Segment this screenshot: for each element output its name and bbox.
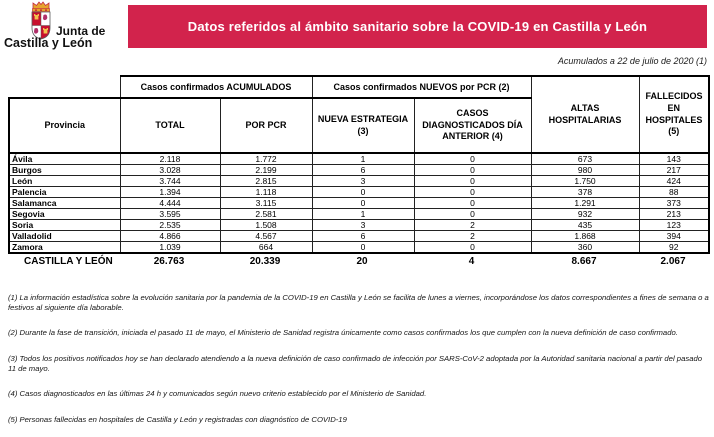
table-row	[9, 231, 709, 242]
province-cell: Zamora	[9, 242, 120, 254]
value-cell: 4.444	[120, 198, 220, 209]
value-cell: 1.868	[531, 231, 639, 242]
value-cell: 123	[639, 220, 709, 231]
table-row	[9, 220, 709, 231]
table-row	[9, 176, 709, 187]
value-cell: 1.772	[220, 153, 312, 165]
value-cell: 0	[312, 187, 414, 198]
value-cell: 0	[414, 198, 531, 209]
province-cell: Soria	[9, 220, 120, 231]
header-total: TOTAL	[120, 98, 220, 153]
value-cell: 394	[639, 231, 709, 242]
date-note: Acumulados a 22 de julio de 2020 (1)	[557, 56, 707, 66]
header-by-pcr: POR PCR	[220, 98, 312, 153]
header-diagnosed-prev-day: CASOS DIAGNOSTICADOS DÍA ANTERIOR (4)	[414, 98, 531, 153]
province-cell: Segovia	[9, 209, 120, 220]
header-hospital-deaths: FALLECIDOS EN HOSPITALES (5)	[639, 76, 709, 153]
value-cell: 0	[414, 209, 531, 220]
table-row	[9, 165, 709, 176]
value-cell: 0	[414, 153, 531, 165]
total-value-cell: 26.763	[153, 255, 185, 267]
header-group-new-pcr: Casos confirmados NUEVOS por PCR (2)	[312, 76, 531, 98]
value-cell: 3.744	[120, 176, 220, 187]
footnote-2: (2) Durante la fase de transición, iniciada el pasado 11 de mayo, el Ministerio de Sanidad registra únicamente como casos confirmados los que cumplen con la nueva definición de caso confirmado.	[8, 328, 678, 338]
corner-spacer	[9, 76, 120, 98]
value-cell: 2.118	[120, 153, 220, 165]
table-row	[9, 209, 709, 220]
covid-data-table	[8, 75, 710, 254]
header-group-accumulated: Casos confirmados ACUMULADOS	[120, 76, 312, 98]
value-cell: 3	[312, 176, 414, 187]
value-cell: 0	[414, 165, 531, 176]
province-cell: Burgos	[9, 165, 120, 176]
value-cell: 360	[531, 242, 639, 254]
value-cell: 2.535	[120, 220, 220, 231]
value-cell: 373	[639, 198, 709, 209]
value-cell: 2	[414, 231, 531, 242]
footnotes	[8, 293, 709, 437]
value-cell: 3.115	[220, 198, 312, 209]
value-cell: 3.028	[120, 165, 220, 176]
value-cell: 88	[639, 187, 709, 198]
value-cell: 673	[531, 153, 639, 165]
value-cell: 4.567	[220, 231, 312, 242]
header-hospital-discharges: ALTAS HOSPITALARIAS	[531, 76, 639, 153]
value-cell: 0	[414, 187, 531, 198]
value-cell: 1	[312, 209, 414, 220]
junta-logo	[3, 1, 123, 51]
value-cell: 143	[639, 153, 709, 165]
value-cell: 435	[531, 220, 639, 231]
province-cell: Palencia	[9, 187, 120, 198]
table-row	[9, 187, 709, 198]
footnote-5: (5) Personas fallecidas en hospitales de Castilla y León y registradas con diagnóstico de COVID-19	[8, 414, 347, 424]
value-cell: 92	[639, 242, 709, 254]
junta-crest-icon	[29, 1, 53, 41]
value-cell: 932	[531, 209, 639, 220]
value-cell: 0	[414, 242, 531, 254]
value-cell: 2.815	[220, 176, 312, 187]
value-cell: 1.039	[120, 242, 220, 254]
value-cell: 0	[312, 242, 414, 254]
province-cell: León	[9, 176, 120, 187]
total-value-cell: 20.339	[249, 255, 281, 267]
value-cell: 0	[414, 176, 531, 187]
footnote-1: (1) La información estadística sobre la evolución sanitaria por la pandemia de la COVID-19 en Castilla y León se facilita de lunes a viernes, incorporándose los datos correspondientes a fines de semana o a festivos al siguiente día laborable.	[8, 293, 709, 312]
table-row	[9, 153, 709, 165]
page-title: Datos referidos al ámbito sanitario sobre la COVID-19 en Castilla y León	[187, 19, 648, 34]
province-cell: Valladolid	[9, 231, 120, 242]
value-cell: 1	[312, 153, 414, 165]
logo-text-line1: Junta de	[56, 24, 106, 38]
value-cell: 217	[639, 165, 709, 176]
table-group-header-row	[9, 76, 709, 98]
table-row	[9, 198, 709, 209]
footnote-4: (4) Casos diagnosticados en las últimas 24 h y comunicados según nuevo criterio establecido por el Ministerio de Sanidad.	[8, 389, 427, 399]
value-cell: 980	[531, 165, 639, 176]
total-value-cell: 20	[356, 255, 368, 267]
value-cell: 1.291	[531, 198, 639, 209]
value-cell: 213	[639, 209, 709, 220]
province-cell: Ávila	[9, 153, 120, 165]
value-cell: 1.118	[220, 187, 312, 198]
value-cell: 1.394	[120, 187, 220, 198]
value-cell: 424	[639, 176, 709, 187]
header-new-strategy: NUEVA ESTRATEGIA (3)	[312, 98, 414, 153]
value-cell: 0	[312, 198, 414, 209]
value-cell: 3.595	[120, 209, 220, 220]
header-province: Provincia	[9, 98, 120, 153]
footnote-3: (3) Todos los positivos notificados hoy se han declarado atendiendo a la nueva definición de caso confirmado de infección por SARS-CoV-2 adoptada por la Autoridad sanitaria nacional a partir del pasado 11 de mayo.	[8, 353, 703, 373]
value-cell: 3	[312, 220, 414, 231]
value-cell: 6	[312, 231, 414, 242]
value-cell: 664	[220, 242, 312, 254]
value-cell: 1.750	[531, 176, 639, 187]
value-cell: 2.581	[220, 209, 312, 220]
value-cell: 4.866	[120, 231, 220, 242]
value-cell: 378	[531, 187, 639, 198]
total-value-cell: 8.667	[571, 255, 597, 267]
logo-text-line2: Castilla y León	[4, 36, 93, 50]
value-cell: 2	[414, 220, 531, 231]
total-value-cell: 4	[468, 255, 475, 267]
value-cell: 6	[312, 165, 414, 176]
total-region-label: CASTILLA Y LEÓN	[24, 255, 113, 267]
province-cell: Salamanca	[9, 198, 120, 209]
value-cell: 1.508	[220, 220, 312, 231]
value-cell: 2.199	[220, 165, 312, 176]
total-value-cell: 2.067	[660, 255, 686, 267]
total-row	[8, 252, 708, 270]
title-banner	[128, 5, 707, 48]
